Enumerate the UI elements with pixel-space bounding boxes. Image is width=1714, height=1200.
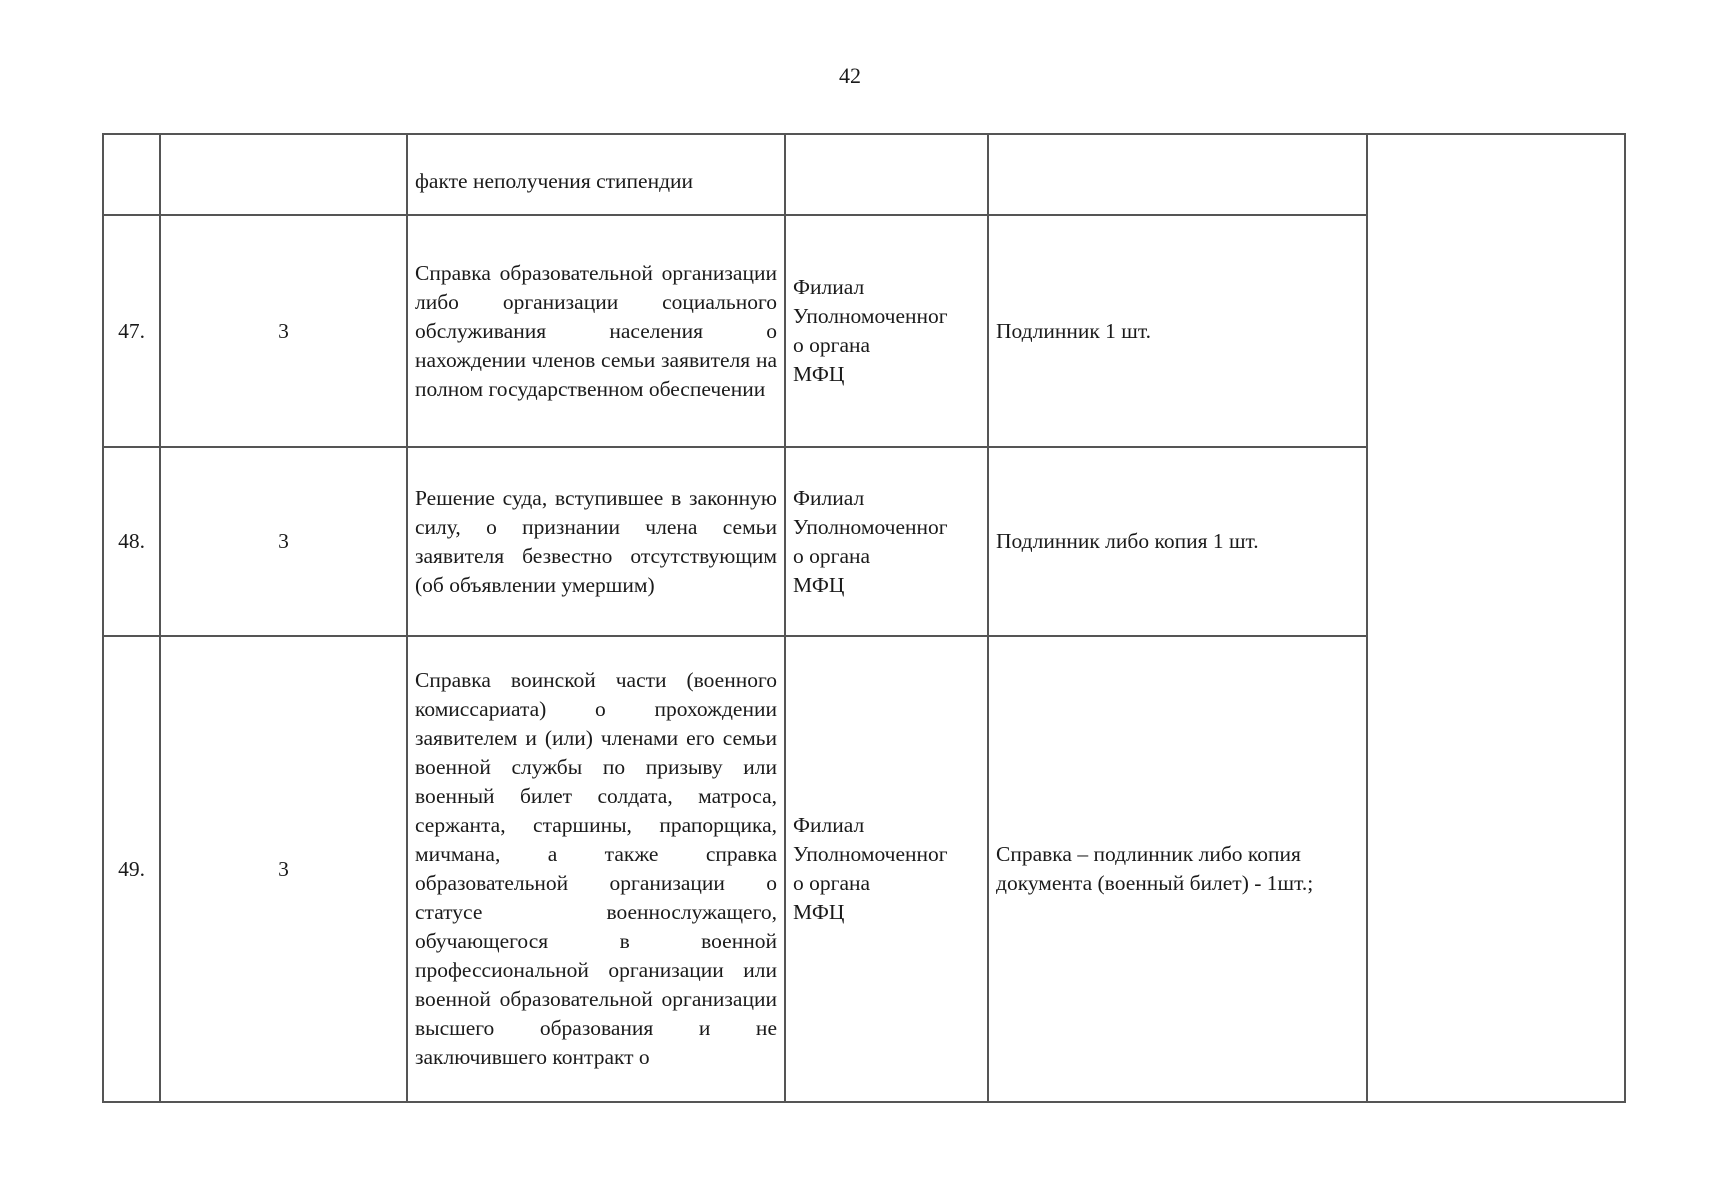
- notes-cell: [1367, 134, 1625, 1102]
- stage-cell: [160, 134, 407, 215]
- document-cell: Справка воинской части (военного комиссариата) о прохождении заявителем и (или) членами его семьи военной службы по призыву или военный билет солдата, матроса, сержанта, старшины, прапорщика, мичмана, а также справка образовательной организации о статусе военнослужащего, обучающегося в военной профессиональной организации или военной образовательной организации высшего образования и не заключившего контракт о: [407, 636, 785, 1102]
- document-cell: Решение суда, вступившее в законную силу, о признании члена семьи заявителя безвестно отсутствующим (об объявлении умершим): [407, 447, 785, 636]
- documents-table: [102, 133, 1626, 1103]
- source-line: о органа: [793, 333, 871, 357]
- page-number: 42: [839, 63, 861, 88]
- source-line: о органа: [793, 543, 871, 568]
- source-line: Филиал: [793, 813, 865, 837]
- row-number-cell: 49.: [103, 636, 160, 1102]
- requirement-cell: Справка – подлинник либо копия документа (военный билет) - 1шт.;: [988, 636, 1367, 1102]
- document-cell: факте неполучения стипендии: [407, 134, 785, 215]
- source-cell: [785, 134, 988, 215]
- row-number-cell: 47.: [103, 215, 160, 447]
- source-line: Уполномоченног: [793, 842, 948, 866]
- row-number-cell: [103, 134, 160, 215]
- stage-cell: 3: [160, 636, 407, 1102]
- source-cell: [785, 215, 988, 447]
- source-cell: [785, 447, 988, 636]
- document-cell: Справка образовательной организации либо организации социального обслуживания населения о нахождении членов семьи заявителя на полном государственном обеспечении: [407, 215, 785, 447]
- stage-cell: 3: [160, 215, 407, 447]
- source-line: о органа: [793, 871, 871, 895]
- requirement-cell: [988, 134, 1367, 215]
- source-line: МФЦ: [793, 362, 845, 386]
- source-line: Филиал: [793, 275, 865, 299]
- source-line: Филиал: [793, 485, 865, 510]
- source-line: МФЦ: [793, 900, 845, 924]
- requirement-cell: Подлинник либо копия 1 шт.: [988, 447, 1367, 636]
- table-row: [103, 134, 1625, 215]
- row-number-cell: 48.: [103, 447, 160, 636]
- source-line: МФЦ: [793, 572, 845, 597]
- requirement-cell: Подлинник 1 шт.: [988, 215, 1367, 447]
- source-line: Уполномоченног: [793, 514, 948, 539]
- source-cell: [785, 636, 988, 1102]
- stage-cell: 3: [160, 447, 407, 636]
- source-line: Уполномоченног: [793, 304, 948, 328]
